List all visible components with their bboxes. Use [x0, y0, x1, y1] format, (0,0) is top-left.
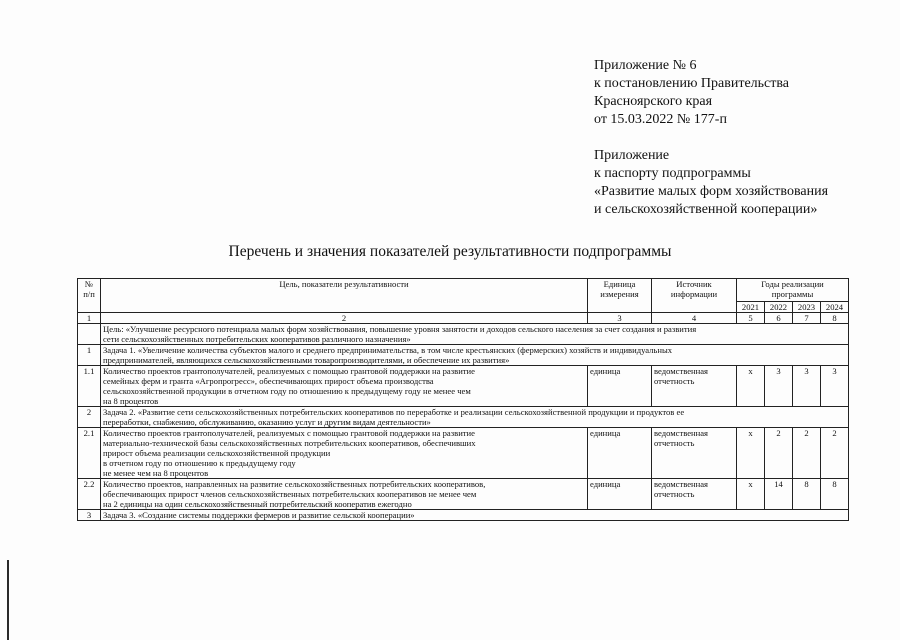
- appendix-line: к постановлению Правительства: [594, 76, 790, 91]
- value-cell: 14: [765, 479, 793, 510]
- table-header-row: [78, 279, 849, 302]
- index-cell: 5: [737, 313, 765, 324]
- value-cell: 3: [765, 366, 793, 407]
- year-cell: 2024: [821, 302, 849, 313]
- year-cell: 2023: [793, 302, 821, 313]
- value-cell: 2: [821, 428, 849, 479]
- header-goal: Цель, показатели результативности: [101, 279, 588, 313]
- subappendix-line: к паспорту подпрограммы: [594, 166, 751, 181]
- source-cell: ведомственная отчетность: [652, 428, 737, 479]
- index-cell: 7: [793, 313, 821, 324]
- task-row: [78, 407, 849, 428]
- task-row: [78, 510, 849, 521]
- subappendix-line: и сельскохозяйственной кооперации»: [594, 202, 818, 217]
- subappendix-line: «Развитие малых форм хозяйствования: [594, 184, 829, 199]
- indicator-text: Количество проектов грантополучателей, реализуемых с помощью грантовой поддержки на развитие материально-технической базы сельскохозяйственных потребительских кооперативов, обеспечивших прирост объема реализации сельскохозяйственной продукции в отчетном году по отношению к предыдущему году не менее чем на 8 процентов: [101, 428, 588, 479]
- header-years: Годы реализации программы: [737, 279, 849, 302]
- value-cell: 2: [765, 428, 793, 479]
- source-cell: ведомственная отчетность: [652, 366, 737, 407]
- index-cell: 8: [821, 313, 849, 324]
- header-unit: Единица измерения: [588, 279, 652, 313]
- task-text: Задача 3. «Создание системы поддержки фермеров и развитие сельской кооперации»: [101, 510, 849, 521]
- index-cell: 4: [652, 313, 737, 324]
- index-cell: 2: [101, 313, 588, 324]
- year-cell: 2021: [737, 302, 765, 313]
- goal-row: [78, 324, 849, 345]
- unit-cell: единица: [588, 366, 652, 407]
- indicator-row: [78, 479, 849, 510]
- value-cell: 3: [821, 366, 849, 407]
- scan-edge-mark: [7, 560, 9, 640]
- row-number: 1.1: [78, 366, 101, 407]
- row-number: 2: [78, 407, 101, 428]
- value-cell: x: [737, 479, 765, 510]
- appendix-line: Красноярского края: [594, 94, 713, 109]
- task-row: [78, 345, 849, 366]
- header-source: Источник информации: [652, 279, 737, 313]
- unit-cell: единица: [588, 428, 652, 479]
- index-cell: 3: [588, 313, 652, 324]
- row-number: 3: [78, 510, 101, 521]
- year-cell: 2022: [765, 302, 793, 313]
- indicator-row: [78, 366, 849, 407]
- indicator-text: Количество проектов, направленных на развитие сельскохозяйственных потребительских кооперативов, обеспечивающих прирост членов сельскохозяйственных потребительских кооперативов не менее чем на 2 единицы на один сельскохозяйственный потребительский кооператив ежегодно: [101, 479, 588, 510]
- appendix-line: от 15.03.2022 № 177-п: [594, 112, 727, 127]
- indicator-row: [78, 428, 849, 479]
- value-cell: x: [737, 428, 765, 479]
- row-number: 2.2: [78, 479, 101, 510]
- task-text: Задача 2. «Развитие сети сельскохозяйственных потребительских кооперативов по переработке и реализации сельскохозяйственной продукции и продуктов ее переработки, снабжению, обслуживанию, оказанию услуг и другим видам деятельности»: [101, 407, 849, 428]
- row-number: 1: [78, 345, 101, 366]
- index-cell: 1: [78, 313, 101, 324]
- source-cell: ведомственная отчетность: [652, 479, 737, 510]
- task-text: Задача 1. «Увеличение количества субъектов малого и среднего предпринимательства, в том числе крестьянских (фермерских) хозяйств и индивидуальных предпринимателей, являющихся сельскохозяйственными товаропроизводителями, и обеспечение их развития»: [101, 345, 849, 366]
- value-cell: 8: [821, 479, 849, 510]
- header-num: № п/п: [78, 279, 101, 313]
- value-cell: 3: [793, 366, 821, 407]
- index-cell: 6: [765, 313, 793, 324]
- goal-text: Цель: «Улучшение ресурсного потенциала малых форм хозяйствования, повышение уровня занятости и доходов сельского населения за счет создания и развития сети сельскохозяйственных потребительских кооперативов различного назначения»: [101, 324, 849, 345]
- unit-cell: единица: [588, 479, 652, 510]
- value-cell: 2: [793, 428, 821, 479]
- indicators-table: [77, 278, 849, 521]
- value-cell: 8: [793, 479, 821, 510]
- appendix-line: Приложение № 6: [594, 58, 697, 73]
- value-cell: x: [737, 366, 765, 407]
- page-title: Перечень и значения показателей результативности подпрограммы: [228, 243, 672, 260]
- index-row: [78, 313, 849, 324]
- appendix-header: [594, 57, 828, 219]
- subappendix-line: Приложение: [594, 148, 670, 163]
- row-number: 2.1: [78, 428, 101, 479]
- indicator-text: Количество проектов грантополучателей, реализуемых с помощью грантовой поддержки на развитие семейных ферм и гранта «Агропрогресс», обеспечивающих прирост объема производства сельскохозяйственной продукции в отчетном году по отношению к предыдущему году не менее чем на 8 процентов: [101, 366, 588, 407]
